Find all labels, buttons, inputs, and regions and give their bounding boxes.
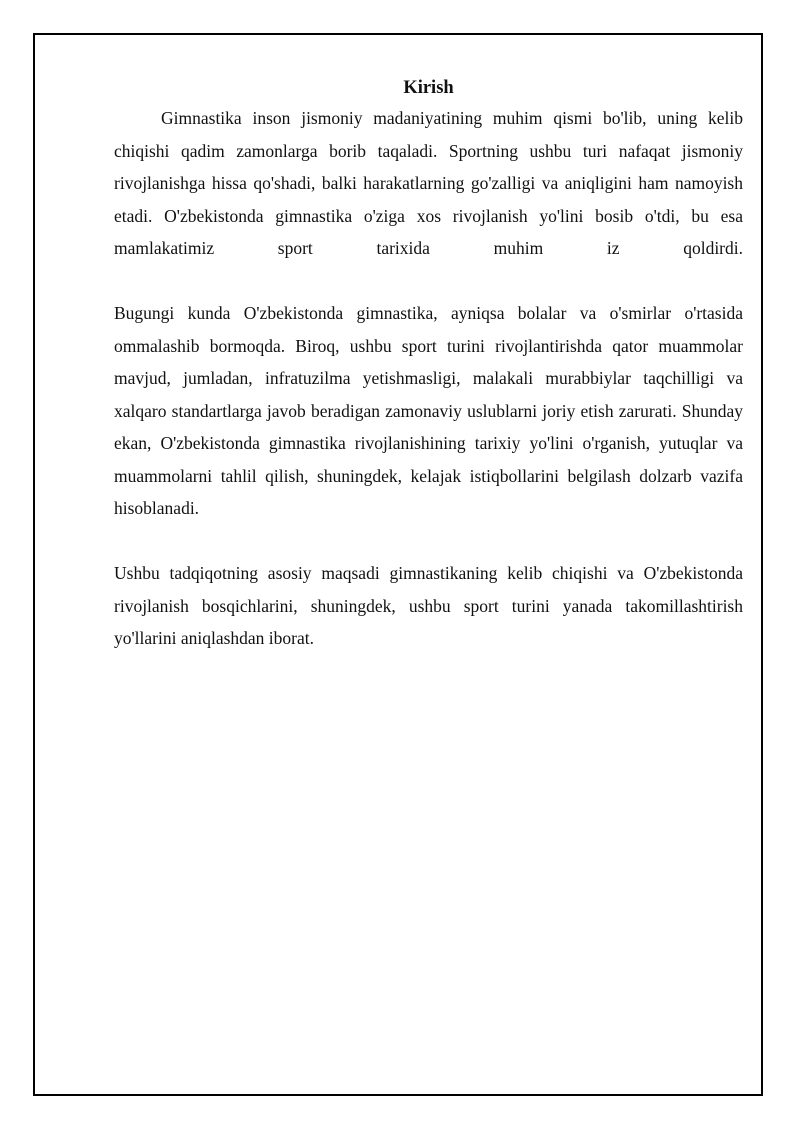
document-title: Kirish xyxy=(403,78,454,98)
paragraph-spacer xyxy=(114,265,743,298)
paragraph-current-state: Bugungi kunda O'zbekistonda gimnastika, ayniqsa bolalar va o'smirlar o'rtasida ommalashib bormoqda. Biroq, ushbu sport turini rivojlantirishda qator muammolar mavjud, jumladan, infratuzilma yetishmasligi, malakali murabbiylar taqchilligi va xalqaro standartlarga javob beradigan zamonaviy uslublarni joriy etish zarurati. Shunday ekan, O'zbekistonda gimnastika rivojlanishining tarixiy yo'lini o'rganish, yutuqlar va muammolarni tahlil qilish, shuningdek, kelajak istiqbollarini belgilash dolzarb vazifa hisoblanadi. xyxy=(114,303,743,518)
document-body xyxy=(114,74,743,655)
paragraph-intro: Gimnastika inson jismoniy madaniyatining muhim qismi bo'lib, uning kelib chiqishi qadim zamonlarga borib taqaladi. Sportning ushbu turi nafaqat jismoniy rivojlanishga hissa qo'shadi, balki harakatlarning go'zalligi va aniqligini ham namoyish etadi. O'zbekistonda gimnastika o'ziga xos rivojlanish yo'lini bosib o'tdi, bu esa mamlakatimiz sport tarixida muhim iz qoldirdi. xyxy=(114,108,743,258)
paragraph-objective: Ushbu tadqiqotning asosiy maqsadi gimnastikaning kelib chiqishi va O'zbekistonda rivojlanish bosqichlarini, shuningdek, ushbu sport turini yanada takomillashtirish yo'llarini aniqlashdan iborat. xyxy=(114,563,743,648)
paragraph-spacer xyxy=(114,525,743,558)
